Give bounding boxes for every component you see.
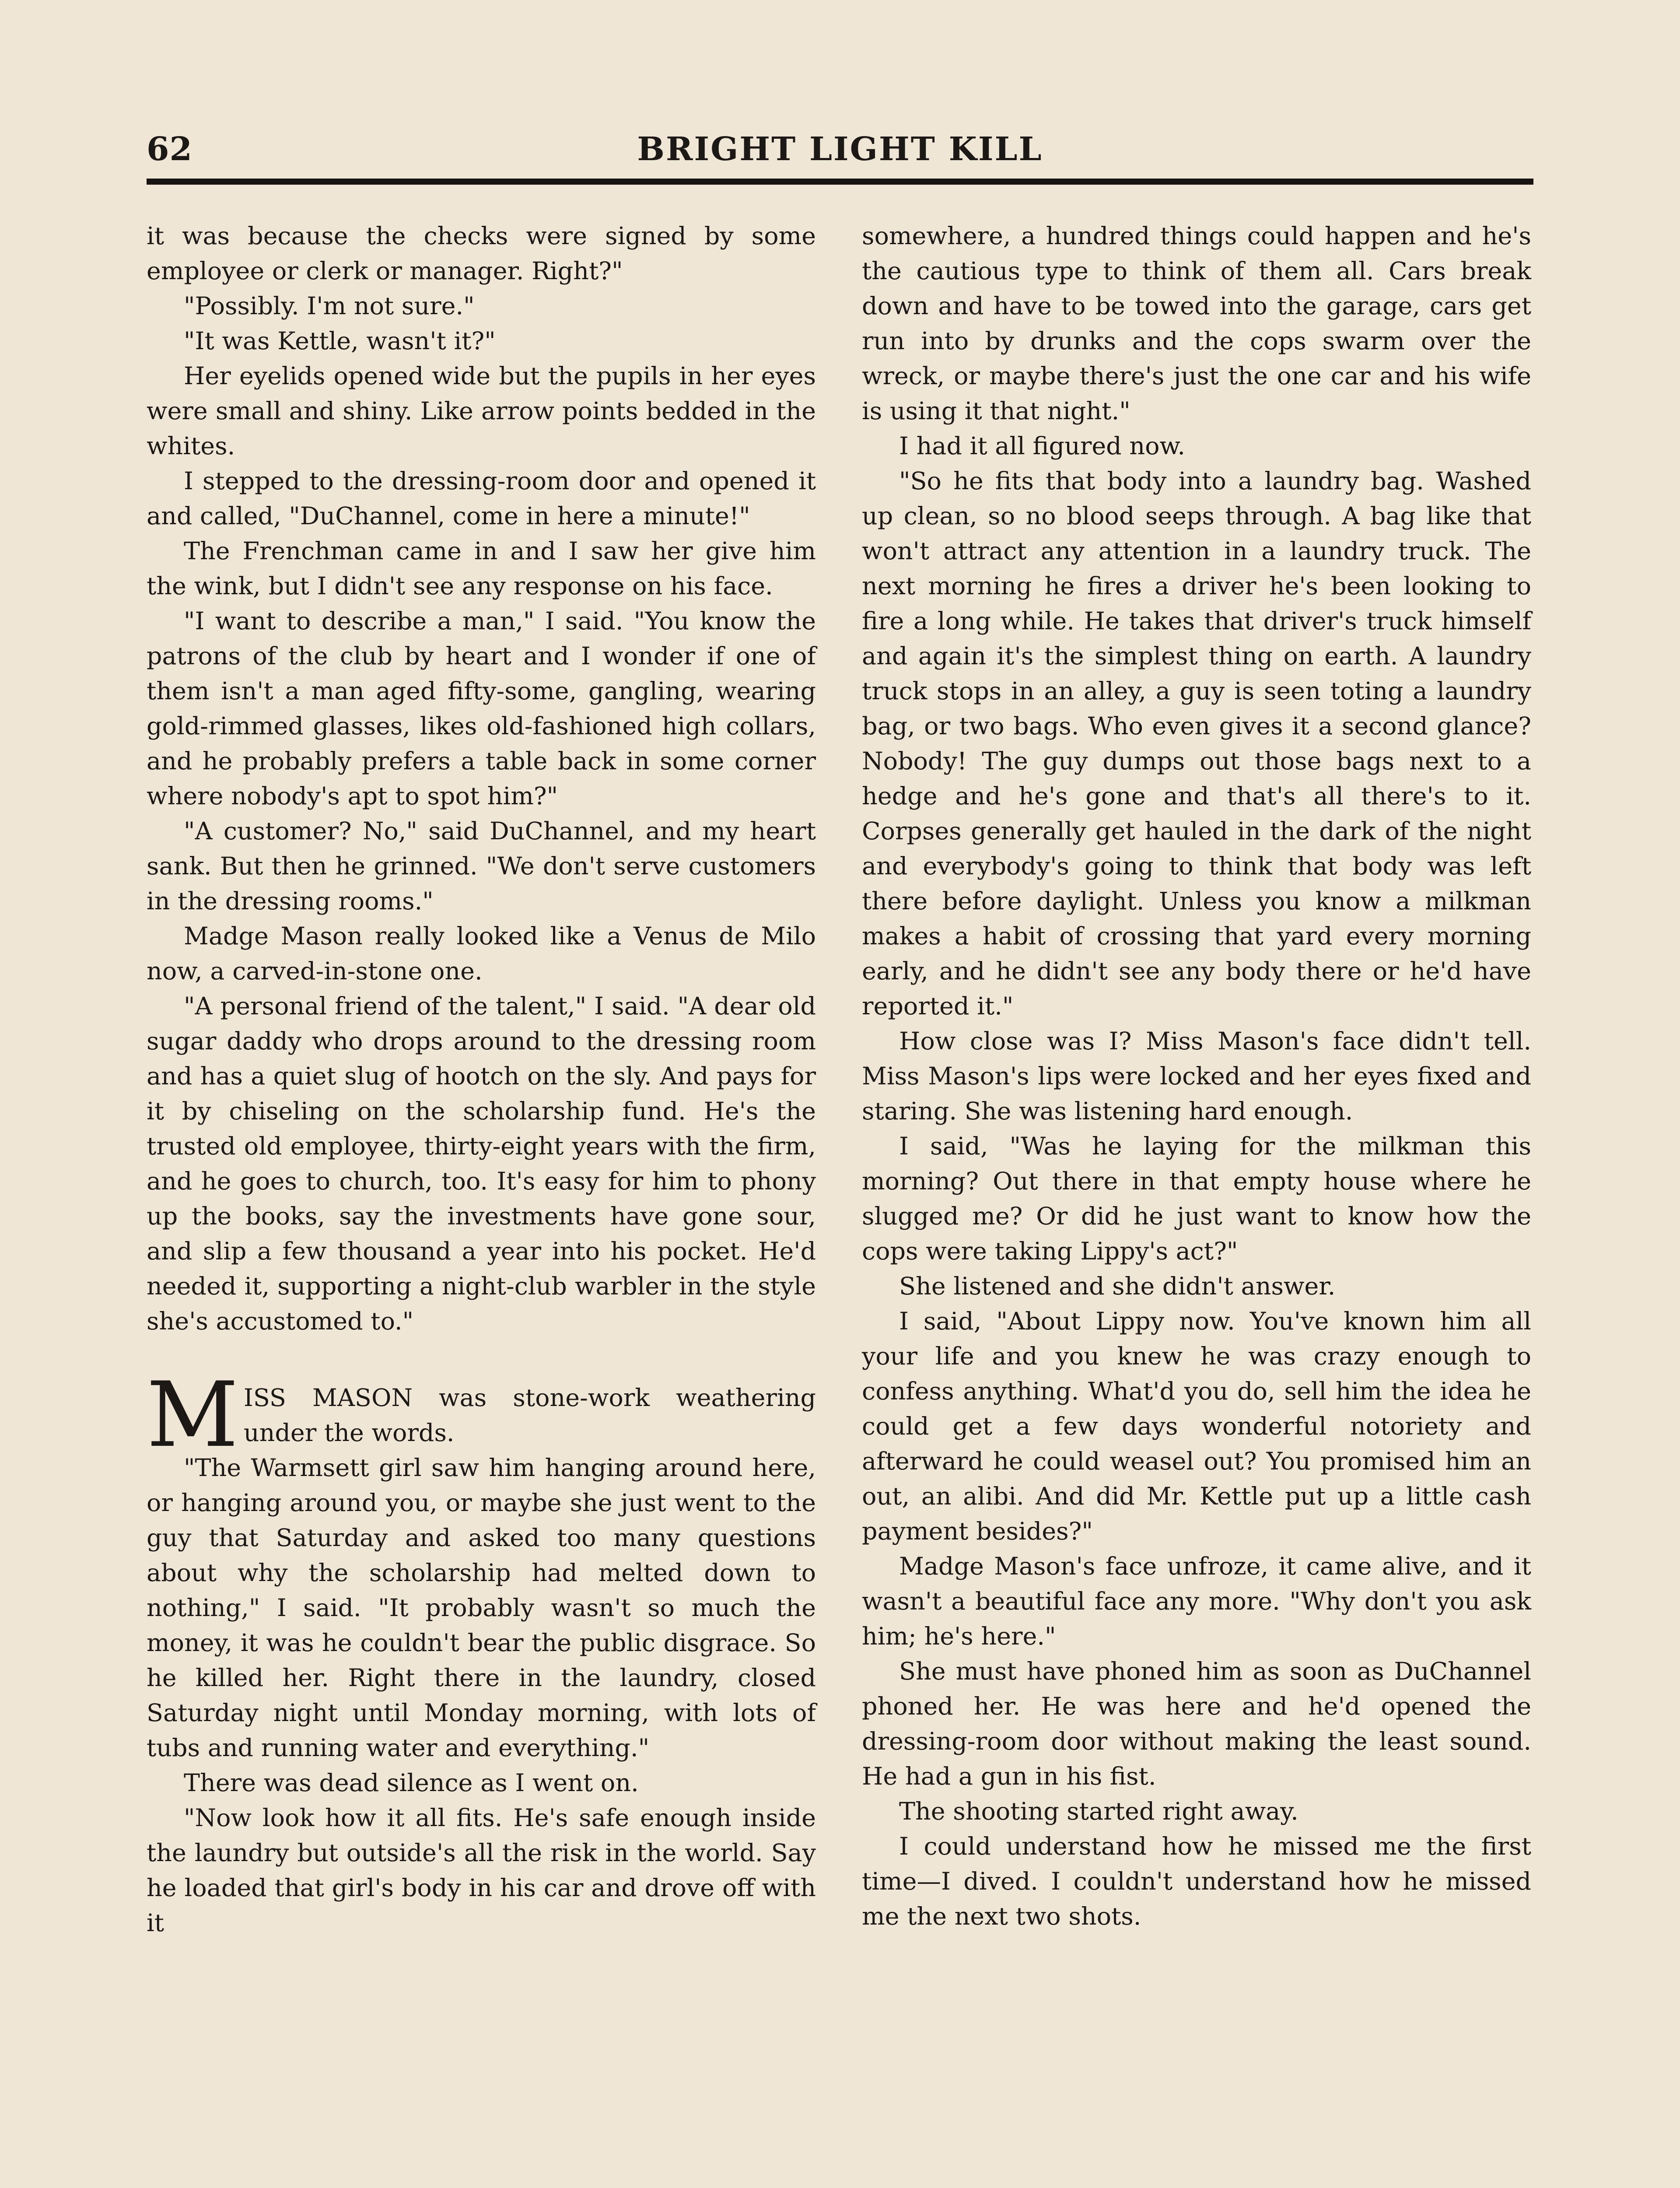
right-column xyxy=(862,219,1531,1934)
paragraph: "So he fits that body into a laundry bag. Washed up clean, so no blood seeps through. A bag like that won't attract any attention in a laundry truck. The next morning he fires a driver he's been looking to fire a long while. He takes that driver's truck himself and again it's the simplest thing on earth. A laundry truck stops in an alley, a guy is seen toting a laundry bag, or two bags. Who even gives it a second glance? Nobody! The guy dumps out those bags next to a hedge and he's gone and that's all there's to it. Corpses generally get hauled in the dark of the night and everybody's going to think that body was left there before daylight. Unless you know a milkman makes a habit of crossing that yard every morning early, and he didn't see any body there or he'd have reported it." xyxy=(862,467,1531,1020)
left-column xyxy=(147,219,816,1941)
paragraph: "Possibly. I'm not sure." xyxy=(184,292,475,320)
paragraph: The shooting started right away. xyxy=(899,1797,1298,1826)
paragraph: "It was Kettle, wasn't it?" xyxy=(184,327,496,355)
paragraph: Madge Mason really looked like a Venus de Milo now, a carved-in-stone one. xyxy=(147,922,816,985)
section-opening-paragraph xyxy=(147,1363,816,1467)
paragraph: "A customer? No," said DuChannel, and my heart sank. But then he grinned. "We don't serve customers in the dressing rooms." xyxy=(147,817,816,915)
paragraph: How close was I? Miss Mason's face didn't tell. Miss Mason's lips were locked and her eyes fixed and staring. She was listening hard enough. xyxy=(862,1027,1531,1126)
paragraph: I said, "About Lippy now. You've known him all your life and you knew he was crazy enough to confess anything. What'd you do, sell him the idea he could get a few days wonderful notoriety and afterward he could weasel out? You promised him an out, an alibi. And did Mr. Kettle put up a little cash payment besides?" xyxy=(862,1307,1531,1546)
page-number: 62 xyxy=(147,130,192,168)
paragraph: She must have phoned him as soon as DuChannel phoned her. He was here and he'd opened the dressing-room door without making the least sound. He had a gun in his fist. xyxy=(862,1657,1531,1791)
drop-cap: M xyxy=(147,1363,238,1467)
paragraph: "I want to describe a man," I said. "You know the patrons of the club by heart and I wonder if one of them isn't a man aged fifty-some, gangling, wearing gold-rimmed glasses, likes old-fashioned high collars, and he probably prefers a table back in some corner where nobody's apt to spot him?" xyxy=(147,607,816,810)
paragraph-text: ISS MASON was stone-work weathering under the words. xyxy=(243,1384,816,1447)
paragraph: There was dead silence as I went on. xyxy=(184,1769,639,1797)
paragraph: I said, "Was he laying for the milkman this morning? Out there in that empty house where he slugged me? Or did he just want to know how the cops were taking Lippy's act?" xyxy=(862,1132,1531,1266)
paragraph: "The Warmsett girl saw him hanging around here, or hanging around you, or maybe she just went to the guy that Saturday and asked too many questions about why the scholarship had melted down to nothing," I said. "It probably wasn't so much the money, it was he couldn't bear the public disgrace. So he killed her. Right there in the laundry, closed Saturday night until Monday morning, with lots of tubs and running water and everything." xyxy=(147,1454,816,1762)
running-title: BRIGHT LIGHT KILL xyxy=(637,130,1043,168)
paragraph: it was because the checks were signed by some employee or clerk or manager. Right?" xyxy=(147,222,816,285)
paragraph: somewhere, a hundred things could happen and he's the cautious type to think of them all. Cars break down and have to be towed into the garage, cars get run into by drunks and the cops swarm over the wreck, or maybe there's just the one car and his wife is using it that night." xyxy=(862,222,1531,425)
paragraph: I stepped to the dressing-room door and opened it and called, "DuChannel, come in here a minute!" xyxy=(147,467,816,530)
page-header xyxy=(147,127,1533,175)
paragraph: She listened and she didn't answer. xyxy=(899,1272,1336,1301)
paragraph: The Frenchman came in and I saw her give him the wink, but I didn't see any response on his face. xyxy=(147,537,816,600)
paragraph: I could understand how he missed me the first time—I dived. I couldn't understand how he missed me the next two shots. xyxy=(862,1832,1531,1931)
paragraph: "A personal friend of the talent," I said. "A dear old sugar daddy who drops around to the dressing room and has a quiet slug of hootch on the sly. And pays for it by chiseling on the scholarship fund. He's the trusted old employee, thirty-eight years with the firm, and he goes to church, too. It's easy for him to phony up the books, say the investments have gone sour, and slip a few thousand a year into his pocket. He'd needed it, supporting a night-club warbler in the style she's accustomed to." xyxy=(147,992,816,1336)
paragraph: "Now look how it all fits. He's safe enough inside the laundry but outside's all the risk in the world. Say he loaded that girl's body in his car and drove off with it xyxy=(147,1804,816,1937)
paragraph: Madge Mason's face unfroze, it came alive, and it wasn't a beautiful face any more. "Why don't you ask him; he's here." xyxy=(862,1552,1531,1651)
paragraph: I had it all figured now. xyxy=(899,432,1186,460)
paragraph: Her eyelids opened wide but the pupils in her eyes were small and shiny. Like arrow points bedded in the whites. xyxy=(147,362,816,460)
header-rule xyxy=(147,179,1533,185)
